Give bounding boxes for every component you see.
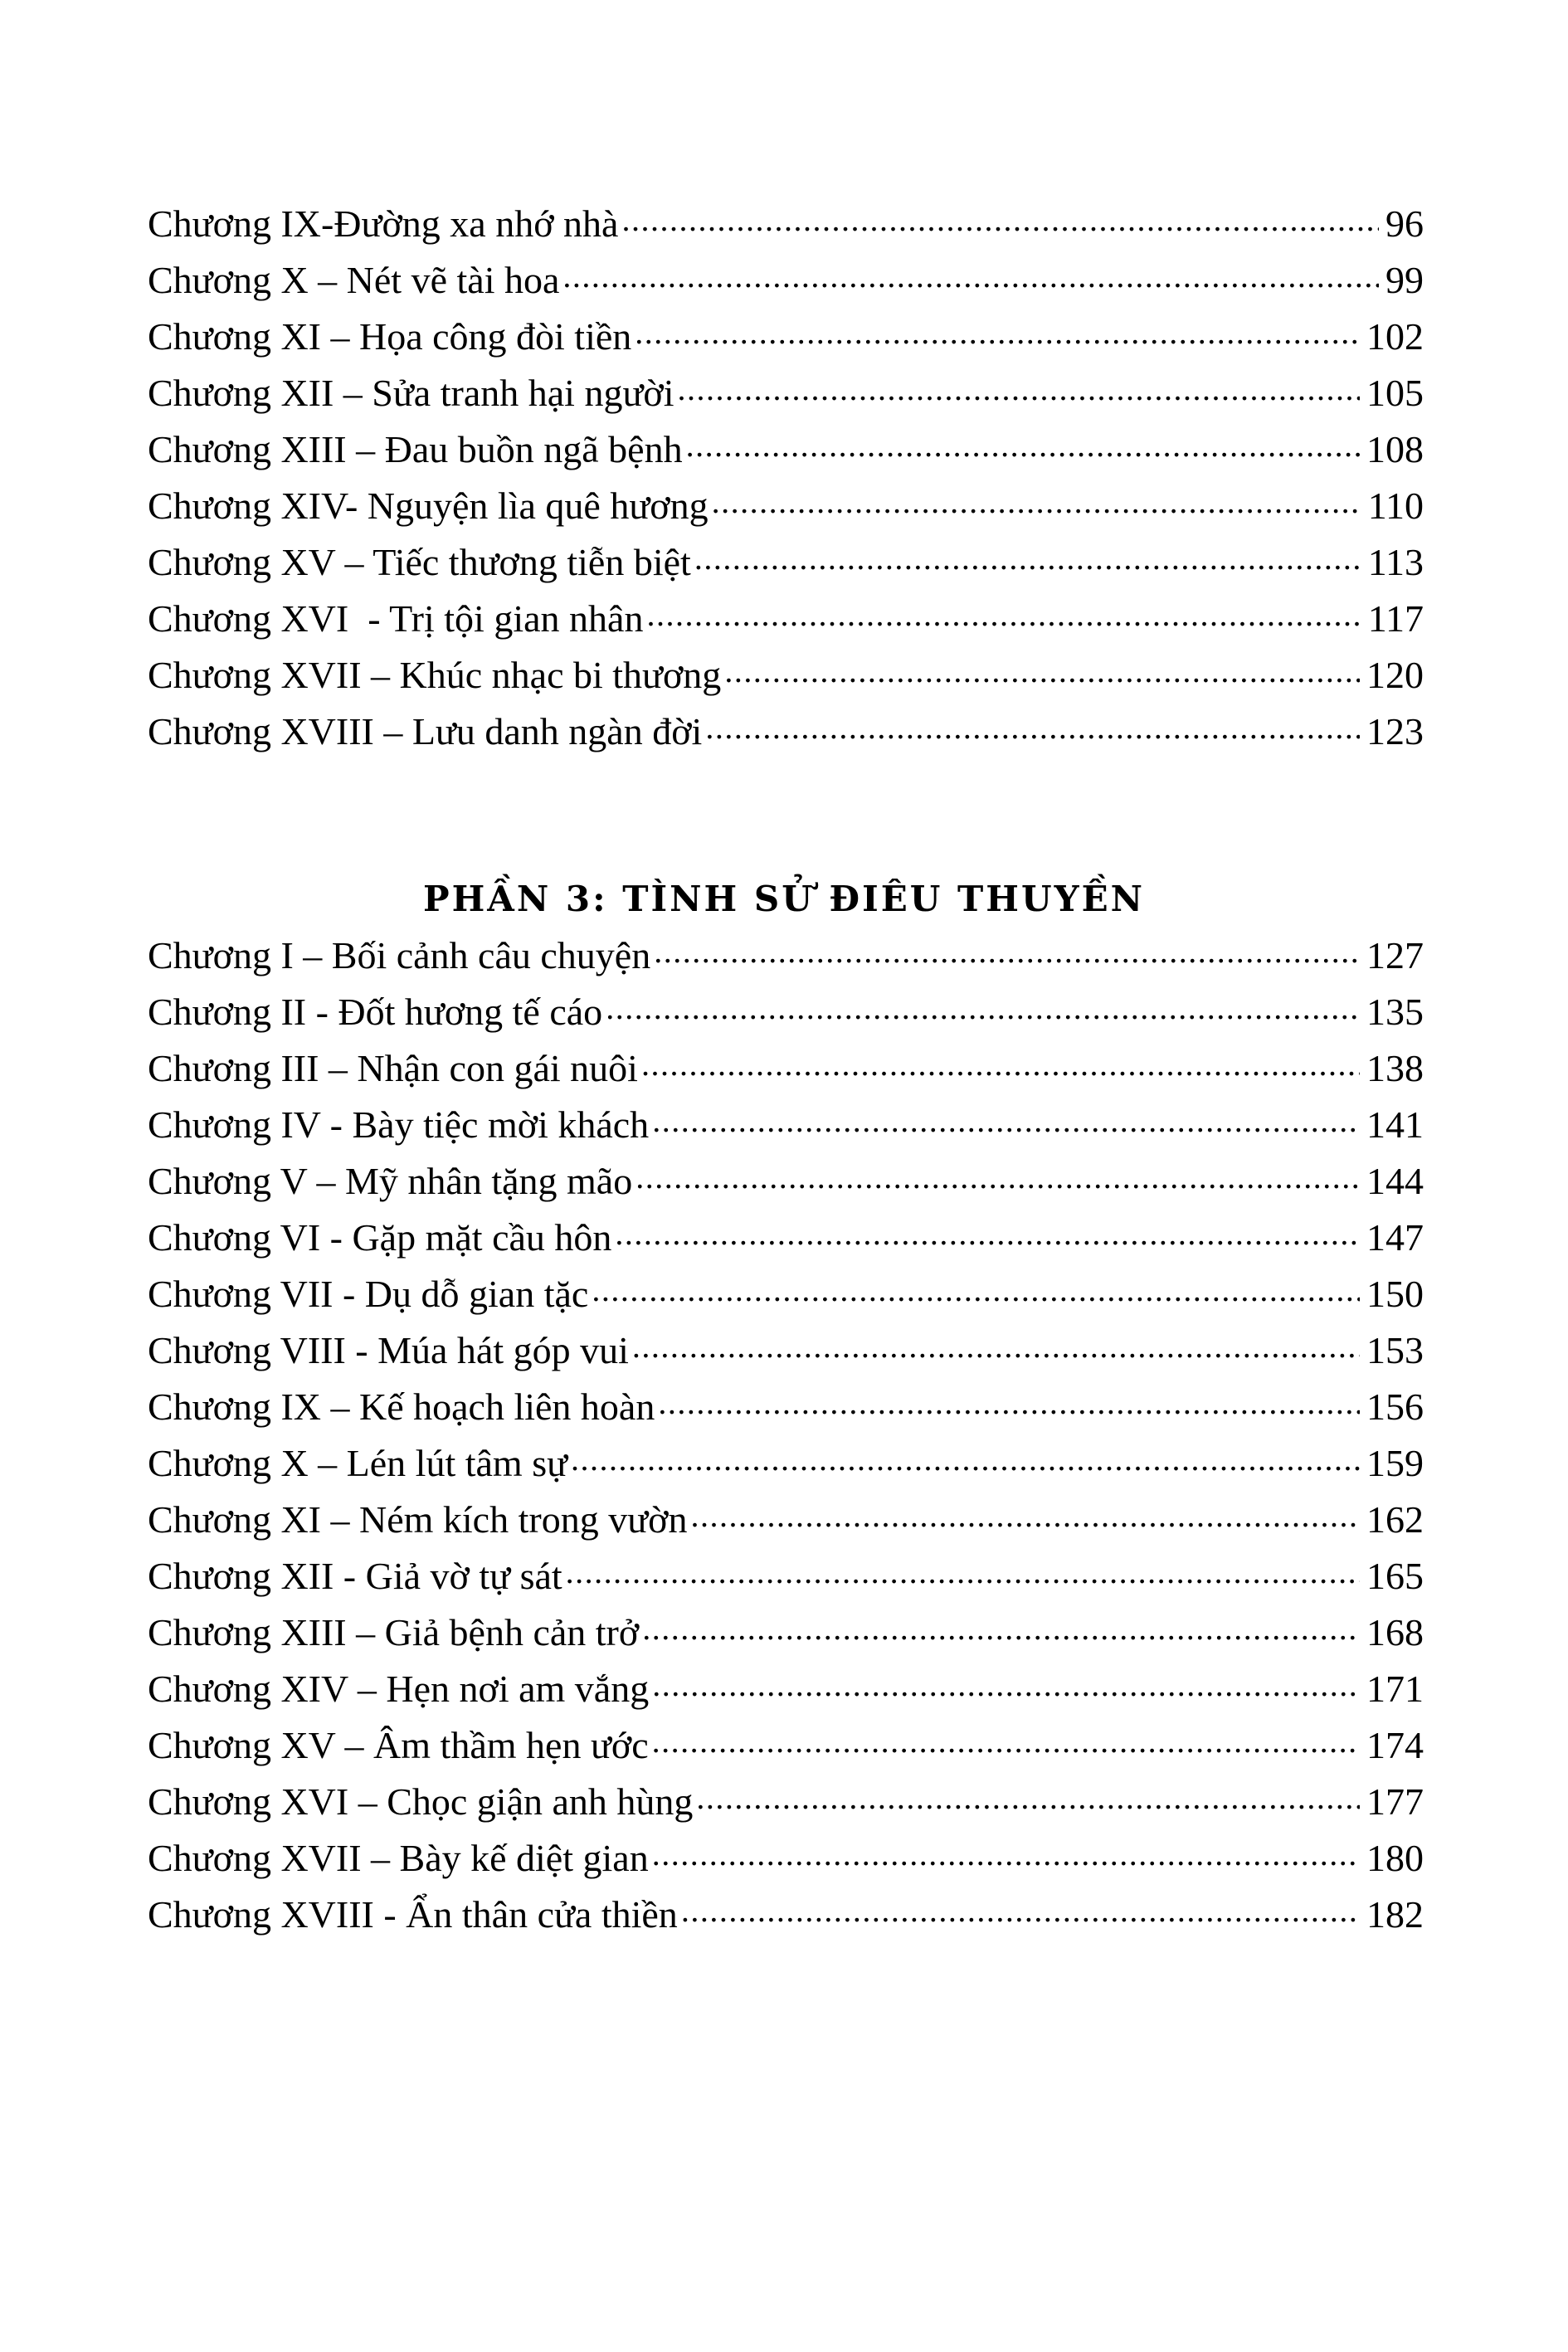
dot-leader [571,1438,1360,1476]
dot-leader [646,593,1361,631]
toc-entry[interactable] [148,1492,1424,1548]
toc-entry-page: 102 [1366,315,1424,358]
toc-entry[interactable] [148,1379,1424,1435]
toc-entry-title: Chương XIV- Nguyện lìa quê hương [148,485,709,527]
toc-entry-page: 127 [1366,934,1424,976]
toc-entry-title: Chương XVIII – Lưu danh ngàn đời [148,710,703,752]
toc-entry-page: 182 [1366,1893,1424,1936]
toc-entry-title: Chương VI - Gặp mặt cầu hôn [148,1216,612,1259]
toc-entry-page: 144 [1366,1160,1424,1202]
toc-entry-page: 96 [1385,202,1424,245]
dot-leader [652,1833,1360,1871]
toc-entry-title: Chương XVII – Khúc nhạc bi thương [148,654,722,696]
toc-entry-page: 123 [1366,710,1424,752]
toc-entry[interactable] [148,1830,1424,1887]
toc-entry-page: 168 [1366,1611,1424,1653]
toc-part3-list [148,928,1424,1943]
toc-entry[interactable] [148,421,1424,478]
toc-entry-title: Chương VII - Dụ dỗ gian tặc [148,1273,589,1315]
dot-leader [652,1099,1360,1137]
toc-part2-list [148,196,1424,760]
dot-leader [654,930,1360,968]
toc-entry-title: Chương XII - Giả vờ tự sát [148,1555,562,1597]
dot-leader [658,1381,1360,1419]
toc-entry-page: 147 [1366,1216,1424,1259]
toc-entry-title: Chương V – Mỹ nhân tặng mão [148,1160,633,1202]
toc-entry-title: Chương XVIII - Ẩn thân cửa thiền [148,1893,678,1936]
toc-entry[interactable] [148,984,1424,1040]
toc-entry-page: 171 [1366,1668,1424,1710]
toc-entry-title: Chương XII – Sửa tranh hại người [148,372,674,414]
toc-entry[interactable] [148,1661,1424,1717]
toc-entry-page: 156 [1366,1385,1424,1428]
dot-leader [635,1156,1360,1194]
toc-entry-title: Chương III – Nhận con gái nuôi [148,1047,638,1089]
toc-entry[interactable] [148,591,1424,647]
toc-entry-title: Chương XVI – Chọc giận anh hùng [148,1780,694,1823]
dot-leader [566,1551,1360,1589]
toc-entry-title: Chương XIII – Đau buồn ngã bệnh [148,428,683,470]
toc-entry[interactable] [148,196,1424,252]
toc-entry[interactable] [148,252,1424,309]
toc-entry-title: Chương XI – Họa công đòi tiền [148,315,632,358]
toc-entry[interactable] [148,534,1424,591]
toc-entry[interactable] [148,1040,1424,1097]
dot-leader [724,650,1360,688]
toc-entry-title: Chương XV – Âm thầm hẹn ước [148,1724,649,1766]
toc-entry-page: 113 [1367,541,1424,583]
toc-entry-page: 150 [1366,1273,1424,1315]
dot-leader [621,198,1379,236]
dot-leader [686,424,1360,462]
dot-leader [677,368,1360,406]
toc-entry-page: 110 [1367,485,1424,527]
toc-entry-title: Chương XIII – Giả bệnh cản trở [148,1611,640,1653]
toc-entry[interactable] [148,928,1424,984]
dot-leader [712,480,1361,519]
dot-leader [694,537,1361,575]
toc-entry[interactable] [148,1210,1424,1266]
toc-entry[interactable] [148,1153,1424,1210]
dot-leader [615,1212,1360,1250]
toc-entry-title: Chương XVI - Trị tội gian nhân [148,597,644,640]
toc-entry-page: 135 [1366,991,1424,1033]
toc-entry-page: 99 [1385,259,1424,301]
dot-leader [606,986,1360,1025]
toc-entry-title: Chương XVII – Bày kế diệt gian [148,1837,649,1879]
toc-entry[interactable] [148,365,1424,421]
dot-leader [681,1889,1360,1927]
toc-entry-page: 117 [1367,597,1424,640]
toc-entry-title: Chương XV – Tiếc thương tiễn biệt [148,541,691,583]
dot-leader [652,1663,1360,1702]
toc-entry-page: 180 [1366,1837,1424,1879]
dot-leader [635,311,1360,349]
toc-entry-title: Chương II - Đốt hương tế cáo [148,991,603,1033]
toc-entry-page: 165 [1366,1555,1424,1597]
part3-heading: PHẦN 3: TÌNH SỬ ĐIÊU THUYỀN [423,879,1145,919]
toc-entry-title: Chương XI – Ném kích trong vườn [148,1498,688,1541]
toc-entry-title: Chương I – Bối cảnh câu chuyện [148,934,651,976]
toc-entry-page: 105 [1366,372,1424,414]
toc-entry-page: 153 [1366,1329,1424,1371]
toc-entry-page: 177 [1366,1780,1424,1823]
toc-entry[interactable] [148,1435,1424,1492]
toc-entry[interactable] [148,1774,1424,1830]
dot-leader [562,255,1379,293]
toc-entry-title: Chương IX-Đường xa nhớ nhà [148,202,619,245]
toc-entry[interactable] [148,478,1424,534]
toc-entry-title: Chương IX – Kế hoạch liên hoàn [148,1385,655,1428]
toc-entry[interactable] [148,1717,1424,1774]
toc-entry-title: Chương XIV – Hẹn nơi am vắng [148,1668,650,1710]
toc-entry-title: Chương IV - Bày tiệc mời khách [148,1103,650,1146]
toc-entry-title: Chương X – Nét vẽ tài hoa [148,259,560,301]
dot-leader [641,1043,1360,1081]
toc-entry-page: 162 [1366,1498,1424,1541]
toc-entry[interactable] [148,1605,1424,1661]
dot-leader [652,1720,1360,1758]
toc-entry[interactable] [148,647,1424,704]
toc-entry-page: 141 [1366,1103,1424,1146]
toc-entry-page: 138 [1366,1047,1424,1089]
toc-entry-page: 174 [1366,1724,1424,1766]
toc-entry[interactable] [148,1887,1424,1943]
toc-entry[interactable] [148,1097,1424,1153]
toc-entry-page: 108 [1366,428,1424,470]
dot-leader [705,706,1360,744]
toc-entry[interactable] [148,309,1424,365]
toc-entry[interactable] [148,704,1424,760]
dot-leader [632,1325,1360,1363]
toc-entry[interactable] [148,1266,1424,1322]
toc-entry[interactable] [148,1322,1424,1379]
dot-leader [690,1494,1360,1532]
dot-leader [642,1607,1360,1645]
toc-entry-page: 159 [1366,1442,1424,1484]
toc-entry[interactable] [148,1548,1424,1605]
toc-entry-title: Chương X – Lén lút tâm sự [148,1442,568,1484]
dot-leader [696,1776,1360,1814]
toc-entry-page: 120 [1366,654,1424,696]
toc-entry-title: Chương VIII - Múa hát góp vui [148,1329,629,1371]
dot-leader [592,1269,1360,1307]
